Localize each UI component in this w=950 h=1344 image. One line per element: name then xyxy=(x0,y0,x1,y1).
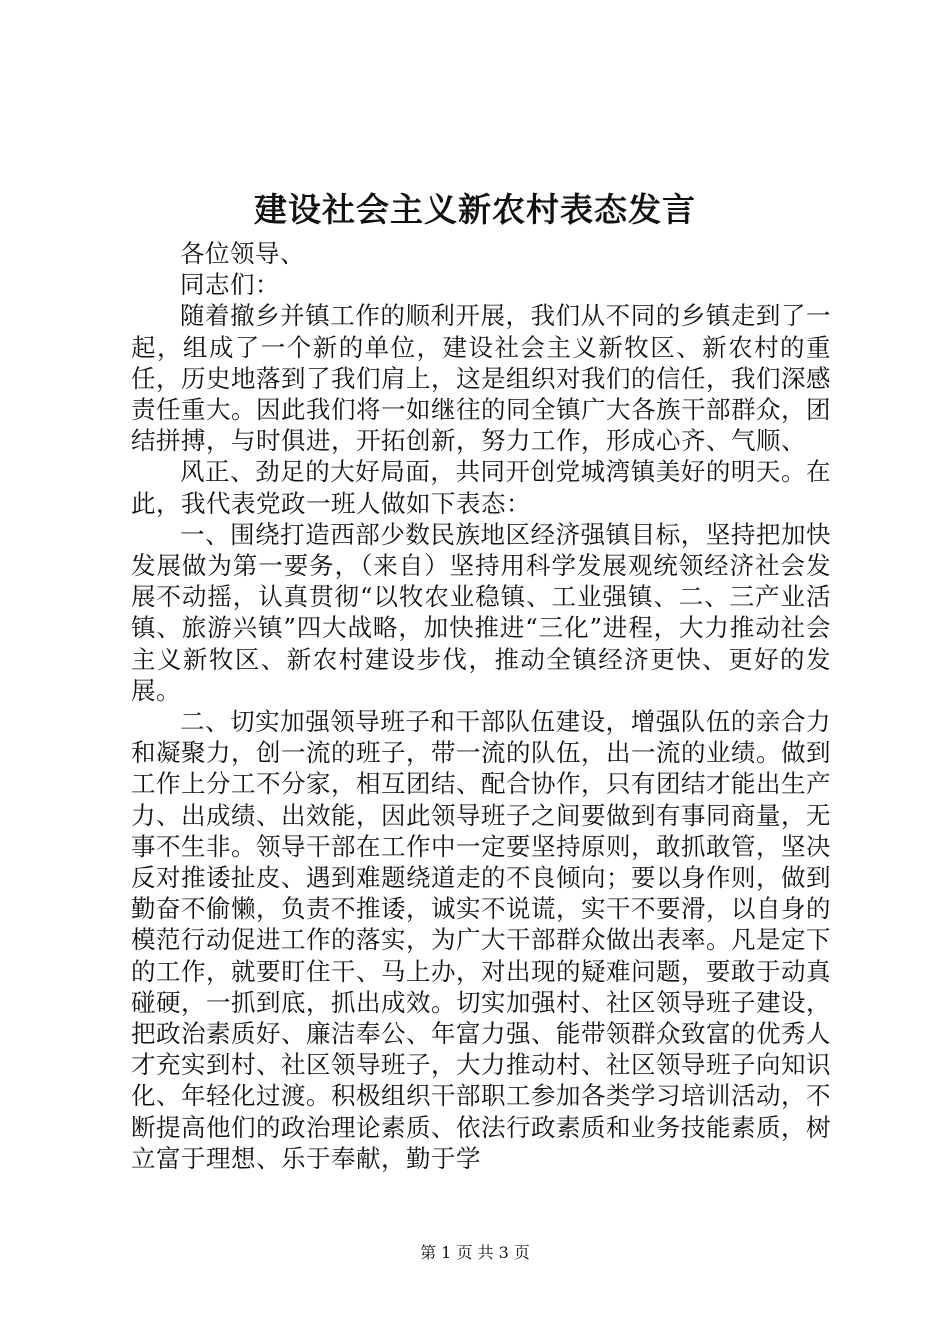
document-title: 建设社会主义新农村表态发言 xyxy=(254,190,696,229)
salutation-comrades: 同志们： xyxy=(180,270,280,300)
paragraph-point-one: 一、围绕打造西部少数民族地区经济强镇目标，坚持把加快发展做为第一要务，（来自）坚持用科学发展观统领经济社会发展不动摇，认真贯彻“以牧农业稳镇、工业强镇、二、三产业活镇、旅游兴镇”四大战略，加快推进“三化”进程，大力推动社会主义新牧区、新农村建设步伐，推动全镇经济更快、更好的发展。 xyxy=(131,519,831,705)
paragraph-point-two: 二、切实加强领导班子和干部队伍建设，增强队伍的亲合力和凝聚力，创一流的班子，带一流的队伍，出一流的业绩。做到工作上分工不分家，相互团结、配合协作，只有团结才能出生产力、出成绩、出效能，因此领导班子之间要做到有事同商量，无事不生非。领导干部在工作中一定要坚持原则，敢抓敢管，坚决反对推诿扯皮、遇到难题绕道走的不良倾向；要以身作则，做到勤奋不偷懒，负责不推诿，诚实不说谎，实干不要滑，以自身的模范行动促进工作的落实，为广大干部群众做出表率。凡是定下的工作，就要盯住干、马上办，对出现的疑难问题，要敢于动真碰硬，一抓到底，抓出成效。切实加强村、社区领导班子建设，把政治素质好、廉洁奉公、年富力强、能带领群众致富的优秀人才充实到村、社区领导班子，大力推动村、社区领导班子向知识化、年轻化过渡。积极组织干部职工参加各类学习培训活动，不断提高他们的政治理论素质、依法行政素质和业务技能素质，树立富于理想、乐于奉献，勤于学 xyxy=(131,707,831,1173)
page-footer: 第 1 页 共 3 页 xyxy=(420,1243,530,1262)
paragraph-intro: 随着撤乡并镇工作的顺利开展，我们从不同的乡镇走到了一起，组成了一个新的单位，建设社会主义新牧区、新农村的重任，历史地落到了我们肩上，这是组织对我们的信任，我们深感责任重大。因此我们将一如继往的同全镇广大各族干部群众，团结拼搏，与时俱进，开拓创新，努力工作，形成心齐、气顺、 xyxy=(131,301,831,456)
document-body xyxy=(131,238,831,1174)
paragraph-intro-continued: 风正、劲足的大好局面，共同开创党城湾镇美好的明天。在此，我代表党政一班人做如下表态： xyxy=(131,457,831,518)
salutation-leaders: 各位领导、 xyxy=(180,239,305,268)
